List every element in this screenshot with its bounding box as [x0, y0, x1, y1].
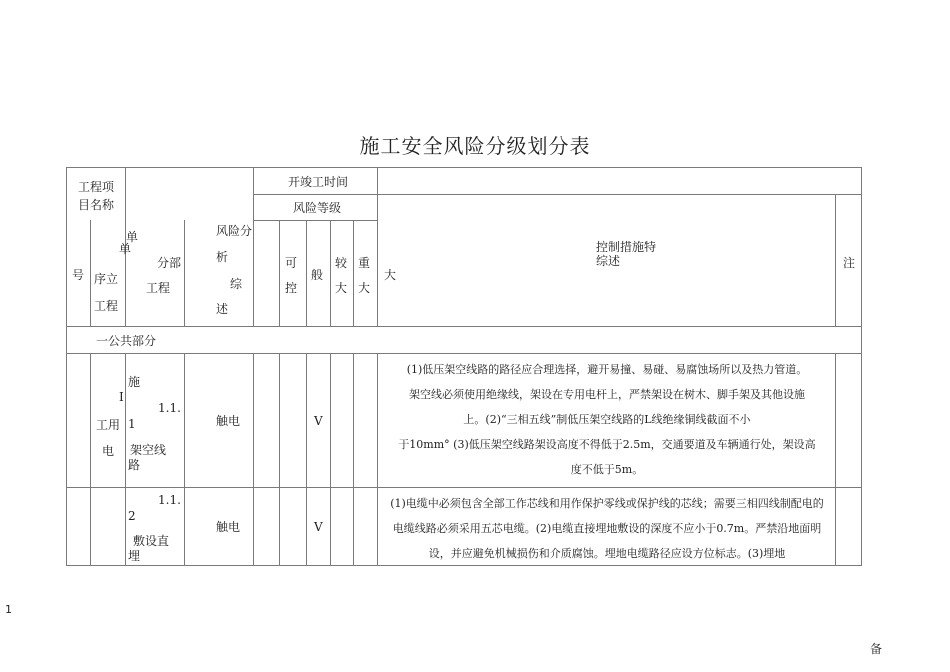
col-part-header-b: 工程: [146, 281, 171, 295]
row1-single-c: 电: [102, 444, 115, 458]
row1-item-no2: 1: [128, 417, 136, 431]
risk-level-label: 风险等级: [293, 201, 342, 215]
col-single-header-a: 单: [126, 230, 139, 244]
row2-measure: (1)电缆中必须包含全部工作芯线和用作保护零线或保护线的芯线；需要三相四线制配电的 电缆线路必须采用五芯电缆。(2)电缆直接埋地敷设的深度不应小于0.7m。严禁沿地面明 设，并应避免机械损伤和介质腐蚀。埋地电缆路径应设方位标志。(3)埋地: [390, 497, 824, 560]
project-name-label: 工程项: [78, 180, 115, 194]
col-ctrl-header-a: 可: [285, 256, 298, 270]
row2-item-no: 1.1.: [158, 493, 181, 507]
row2-item-no2: 2: [128, 509, 136, 523]
row2-mark: V: [314, 520, 323, 534]
section-label: 一公共部分: [96, 334, 157, 348]
col-risk-header-a: 风险分: [216, 224, 253, 238]
col-big-header-a: 较: [335, 256, 348, 270]
col-single-header-d: 工程: [94, 299, 119, 313]
col-risk-header-d: 述: [216, 302, 229, 316]
col-note-header: 注: [843, 256, 856, 270]
col-single-header-b: 单: [119, 242, 132, 256]
page-title: 施工安全风险分级划分表: [359, 134, 591, 158]
risk-table: [66, 167, 862, 566]
col-severe-header-a: 重: [358, 256, 371, 270]
col-no-header: 号: [72, 268, 85, 282]
start-end-time-label: 开竣工时间: [288, 175, 349, 189]
col-risk-header-c: 综: [230, 277, 243, 291]
row1-item-name-b: 路: [128, 458, 141, 472]
row1-risk: 触电: [216, 414, 241, 428]
row1-single-b: 工用: [96, 418, 121, 432]
col-big-header-b: 大: [335, 281, 348, 295]
row1-mark: V: [314, 414, 323, 428]
col-risk-header-b: 析: [216, 250, 229, 264]
row2-risk: 触电: [216, 520, 241, 534]
col-ctrl-header-b: 控: [285, 281, 298, 295]
col-part-header-a: 分部: [157, 256, 182, 270]
row1-item-no: 1.1.: [158, 401, 181, 415]
row1-single-a: I: [119, 390, 124, 404]
col-general-header: 般: [311, 268, 324, 282]
col-measure-header-b: 综述: [596, 254, 621, 268]
col-severe-header-b: 大: [358, 281, 371, 295]
row2-item-name-b: 埋: [128, 549, 141, 563]
col-measure-header-a: 控制措施特: [596, 240, 657, 254]
col-measure-prefix: 大: [384, 268, 397, 282]
page-number: 1: [5, 603, 12, 616]
project-name-label-2: 目名称: [78, 198, 115, 212]
row2-item-name-a: 敷设直: [133, 534, 170, 548]
col-single-header-c: 序立: [94, 272, 119, 286]
footer-char: 备: [870, 642, 883, 656]
row1-measure: (1)低压架空线路的路径应合理选择，避开易撞、易碰、易腐蚀场所以及热力管道。 架空线必须使用绝缘线，架设在专用电杆上，严禁架设在树木、脚手架及其他设施 上。(2)“三相五线”制低压架空线路的L线绝缘铜线截面不小 于10mm° (3)低压架空线路架设高度不得低于2.5m，交通要道及车辆通行处，架设高 度不低于5m。: [398, 363, 816, 476]
row1-item-name-a: 架空线: [130, 443, 167, 457]
row1-item-a: 施: [128, 375, 141, 389]
